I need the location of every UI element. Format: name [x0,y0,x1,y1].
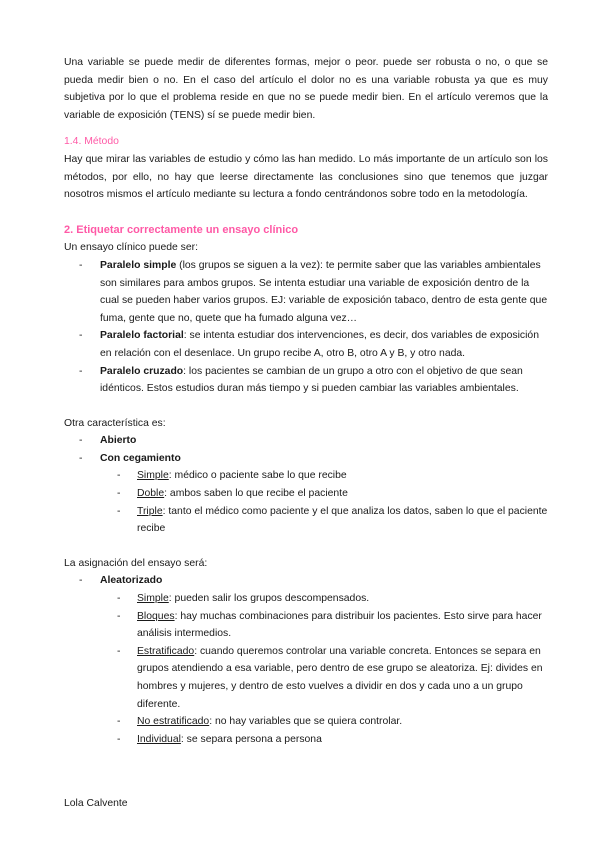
item-desc: : se intenta estudiar dos intervenciones, es decir, dos variables de exposición en relación con el desenlace. Un grupo recibe A, otro B, otro A y B, y otro nada. [100,330,539,359]
footer-author: Lola Calvente [64,798,128,809]
list-dash: - [79,452,83,464]
section-metodo-paragraph: Hay que mirar las variables de estudio y cómo las han medido. Lo más importante de un artículo son los métodos, por ello, no hay que leerse directamente las conclusiones sino que tenemos que juzgar nosotros mismos el artículo mediante su lectura a fondo centrándonos sobre todo en la metodología. [64,153,548,201]
list-dash: - [117,716,121,728]
item-term: Con cegamiento [100,452,181,464]
item-term: Triple [137,505,163,517]
item-term: Paralelo factorial [100,330,184,342]
item-term: Bloques [137,610,175,622]
sublist-item [100,713,548,731]
item-desc: : tanto el médico como paciente y el que analiza los datos, saben lo que el paciente recibe [137,505,548,535]
item-term: Paralelo cruzado [100,365,184,377]
list-item [64,363,548,398]
item-term: Paralelo simple [100,259,177,271]
list-dash: - [79,259,83,271]
list-dash: - [117,488,121,500]
sublist-item [100,731,548,749]
list-dash: - [117,593,121,605]
item-desc: : médico o paciente sabe lo que recibe [168,470,347,482]
sublist-item [100,467,548,485]
list-dash: - [117,645,121,657]
list-item [64,327,548,362]
document-page [64,54,548,748]
list-item [64,572,548,748]
list-dash: - [117,610,121,622]
sublist-item [100,590,548,608]
item-term: Estratificado [137,645,195,657]
item-desc: (los grupos se siguen a la vez): te permite saber que las variables ambientales son similares para ambos grupos. Se intenta estudiar una variable de exposición dentro de la cual se pueden haber varios grupos. EJ: variable de exposición tabaco, dentro de esta gente que fuma, gente que no, quete que ha fumado alguna vez… [100,259,548,324]
section-metodo-heading: 1.4. Método [64,136,119,148]
section-ensayo-lead: Un ensayo clínico puede ser: [64,242,199,254]
list-dash: - [117,470,121,482]
item-desc: : los pacientes se cambian de un grupo a otro con el objetivo de que sean idénticos. Estos estudios duran más tiempo y si pueden cambiar las variables ambientales. [100,365,523,395]
item-desc: : pueden salir los grupos descompensados. [168,593,370,605]
item-term: Simple [137,470,169,482]
list-item [64,450,548,538]
asignacion-list [64,572,548,748]
list-dash: - [117,505,121,517]
item-desc: : hay muchas combinaciones para distribuir los pacientes. Esto sirve para hacer análisis intermedios. [137,610,542,640]
item-term: Simple [137,593,169,605]
list-dash: - [79,330,83,342]
list-item [64,257,548,327]
item-term: No estratificado [137,716,210,728]
asignacion-lead: La asignación del ensayo será: [64,557,208,569]
item-desc: : ambos saben lo que recibe el paciente [164,488,348,500]
ensayo-type-list [64,257,548,398]
item-desc: : no hay variables que se quiera controlar. [209,716,403,728]
item-desc: : se separa persona a persona [180,733,322,745]
section-ensayo-heading: 2. Etiquetar correctamente un ensayo clínico [64,223,299,236]
item-term: Individual [137,733,181,745]
intro-paragraph: Una variable se puede medir de diferentes formas, mejor o peor. puede ser robusta o no, o que se pueda medir bien o no. En el caso del artículo el dolor no es una variable robusta ya que es muy subjetiva por lo que el problema reside en que no se puede medir bien. En el artículo veremos que la variable de exposición (TENS) sí se puede medir bien. [64,57,548,121]
cegamiento-sublist [100,467,548,537]
item-term: Aleatorizado [100,575,163,587]
sublist-item [100,503,548,538]
item-term: Doble [137,488,165,500]
item-term: Abierto [100,435,137,447]
list-dash: - [79,435,83,447]
list-item [64,432,548,450]
aleatorizado-sublist [100,590,548,748]
caracteristica-lead: Otra característica es: [64,417,166,429]
list-dash: - [117,733,121,745]
caracteristica-list [64,432,548,538]
list-dash: - [79,575,83,587]
sublist-item [100,608,548,643]
list-dash: - [79,365,83,377]
sublist-item [100,485,548,503]
sublist-item [100,643,548,713]
item-desc: : cuando queremos controlar una variable concreta. Entonces se separa en grupos atendiendo a esa variable, pero dentro de ese grupo se aleatoriza. Ej: divides en hombres y mujeres, y dentro de esto vuelves a dividir en dos y cada uno a un grupo diferente. [137,645,543,710]
